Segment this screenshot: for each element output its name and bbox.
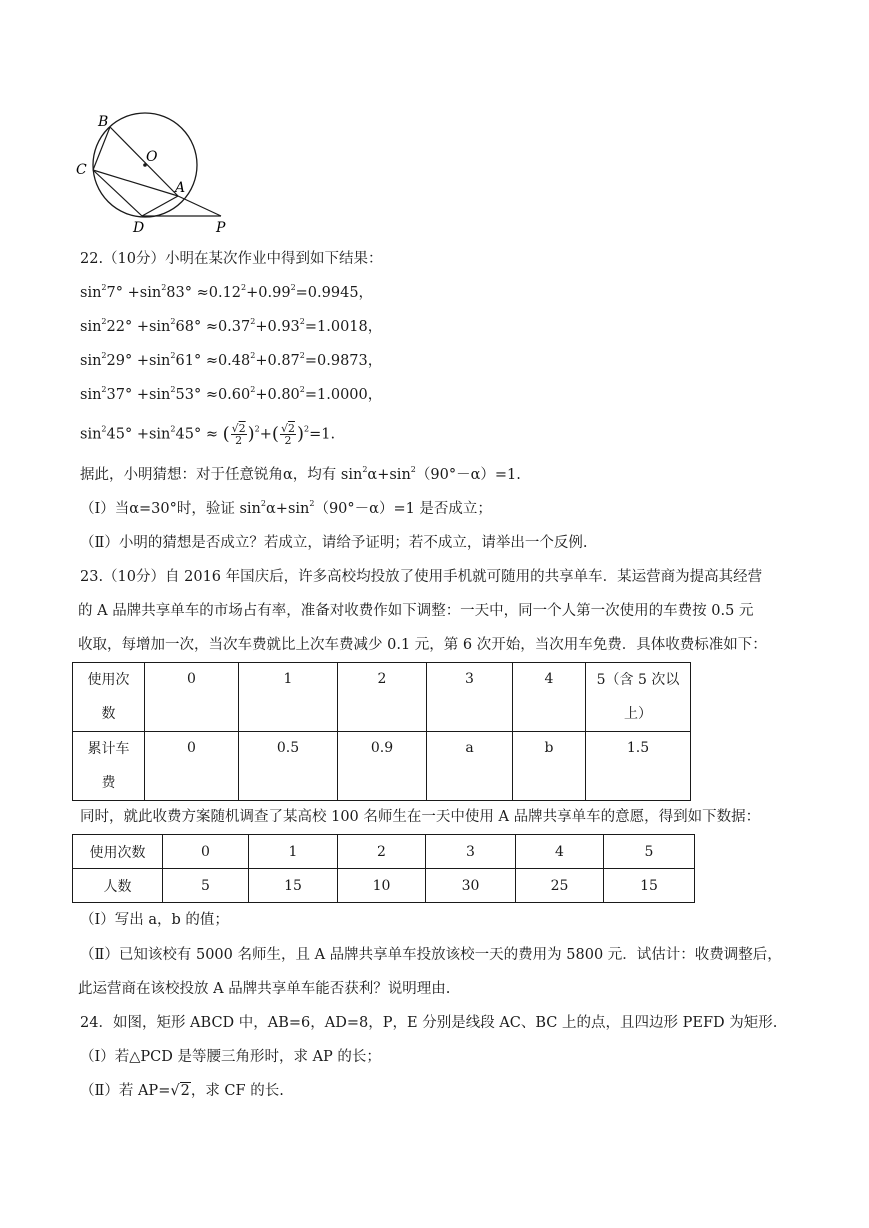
table-cell: 30: [426, 869, 516, 903]
table-cell: 0: [145, 663, 239, 732]
q22-eq2: $\sin^222^\circ +\sin^268^\circ \approx 0.37^2+0.93^2=1.0018$，: [80, 317, 383, 335]
label-b: B: [98, 114, 109, 130]
q23-line1: 23.（10分）自 2016 年国庆后，许多高校均投放了使用手机就可随用的共享单车．某运营商为提高其经营: [80, 569, 763, 585]
table-cell: 4: [516, 835, 604, 869]
segment-ap: [178, 196, 221, 216]
table-cell: a: [427, 732, 513, 801]
table-cell: 0: [163, 835, 249, 869]
survey-table: [72, 834, 695, 903]
fee-table: [72, 662, 691, 801]
table-cell: 1: [239, 663, 338, 732]
table-cell: 1.5: [586, 732, 691, 801]
label-p: P: [216, 220, 226, 236]
q24-header: 24．如图，矩形 ABCD 中，AB=6，AD=8，P，E 分别是线段 AC、BC 上的点，且四边形 PEFD 为矩形.: [80, 1015, 778, 1031]
table-cell: 0.5: [239, 732, 338, 801]
table-cell: 2: [338, 663, 427, 732]
q22-eq1: $\sin^27^\circ +\sin^283^\circ \approx 0.12^2+0.99^2=0.9945$，: [80, 283, 374, 301]
table-row: [73, 732, 691, 801]
table-cell-header: 使用次 数: [73, 663, 145, 732]
label-c: C: [76, 162, 87, 178]
label-a: A: [175, 180, 186, 196]
q24-part2: （Ⅱ）若 AP=√2，求 CF 的长.: [80, 1083, 284, 1099]
fraction-sqrt2-over-2: $\frac{√2}{2}$: [280, 422, 295, 447]
table-row: [73, 835, 695, 869]
table-cell: 1: [249, 835, 338, 869]
q23-part2-line2: 此运营商在该校投放 A 品牌共享单车能否获利？说明理由.: [78, 981, 451, 997]
q23-line2: 的 A 品牌共享单车的市场占有率，准备对收费作如下调整：一天中，同一个人第一次使用的车费按 0.5 元: [78, 603, 754, 619]
q22-conjecture: 据此，小明猜想：对于任意锐角α，均有 $\sin^2\alpha+\sin^2(90^\circ-\alpha)=1$.: [80, 465, 521, 483]
q22-header: 22.（10分）小明在某次作业中得到如下结果：: [80, 251, 383, 267]
q23-part1: （Ⅰ）写出 a，b 的值；: [80, 912, 229, 928]
segment-da: [142, 196, 178, 216]
table-cell: 2: [338, 835, 426, 869]
label-d: D: [133, 220, 145, 236]
table-cell: 0.9: [338, 732, 427, 801]
q24-part1: （Ⅰ）若△PCD 是等腰三角形时，求 AP 的长；: [80, 1049, 381, 1065]
table-cell-header: 使用次数: [73, 835, 163, 869]
label-o: O: [146, 149, 158, 165]
table-cell: 25: [516, 869, 604, 903]
q22-eq5: $\sin^245^\circ +\sin^245^\circ$ ≈ ( $\frac{√2}{2}$ )$^2$+( $\frac{√2}{2}$ )$^2$=1.: [80, 422, 336, 447]
q22-part1: （Ⅰ）当α=30°时，验证 $\sin^2\alpha+\sin^2(90^\circ-\alpha)=1$ 是否成立；: [80, 499, 492, 517]
table-cell: b: [513, 732, 586, 801]
geometry-figure: [75, 108, 235, 236]
table-cell: 5（含 5 次以 上）: [586, 663, 691, 732]
table-cell: 3: [426, 835, 516, 869]
table-row: [73, 663, 691, 732]
q23-line4: 同时，就此收费方案随机调查了某高校 100 名师生在一天中使用 A 品牌共享单车的意愿，得到如下数据：: [80, 809, 761, 825]
q23-line3: 收取，每增加一次，当次车费就比上次车费减少 0.1 元，第 6 次开始，当次用车免费．具体收费标准如下：: [78, 637, 767, 653]
table-cell: 3: [427, 663, 513, 732]
q22-eq4: $\sin^237^\circ +\sin^253^\circ \approx 0.60^2+0.80^2=1.0000$，: [80, 385, 383, 403]
table-cell: 5: [604, 835, 695, 869]
table-cell-header: 人数: [73, 869, 163, 903]
sqrt-2: √2: [170, 1083, 190, 1099]
table-cell: 4: [513, 663, 586, 732]
q22-part2: （Ⅱ）小明的猜想是否成立？若成立，请给予证明；若不成立，请举出一个反例.: [80, 535, 588, 551]
table-cell: 10: [338, 869, 426, 903]
q23-part2-line1: （Ⅱ）已知该校有 5000 名师生，且 A 品牌共享单车投放该校一天的费用为 5800 元．试估计：收费调整后，: [80, 947, 782, 963]
table-cell: 5: [163, 869, 249, 903]
table-cell-header: 累计车 费: [73, 732, 145, 801]
table-cell: 0: [145, 732, 239, 801]
table-cell: 15: [249, 869, 338, 903]
table-cell: 15: [604, 869, 695, 903]
table-row: [73, 869, 695, 903]
fraction-sqrt2-over-2: $\frac{√2}{2}$: [231, 422, 246, 447]
q22-eq3: $\sin^229^\circ +\sin^261^\circ \approx 0.48^2+0.87^2=0.9873$，: [80, 351, 383, 369]
